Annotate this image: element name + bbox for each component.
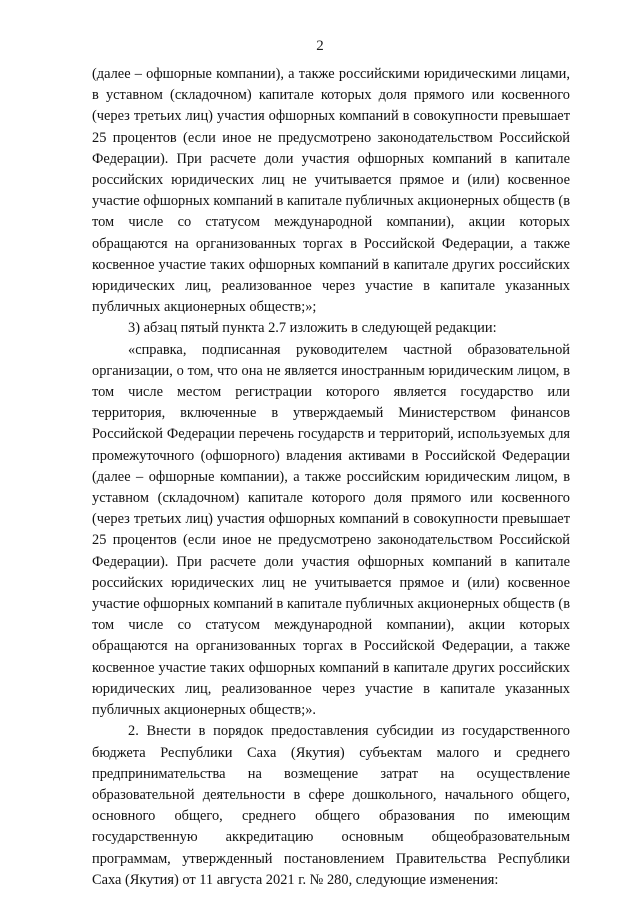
paragraph-item-3: 3) абзац пятый пункта 2.7 изложить в следующей редакции: <box>128 320 497 337</box>
paragraph-certificate: «справка, подписанная руководителем частной образовательной организации, о том, что она не является иностранным юридическим лицом, в том числе местом регистрации которого является государство или территория, включенные в утверждаемый Министерством финансов Российской Федерации перечень государств и территорий, используемых для промежуточного (офшорного) владения активами в Российской Федерации (далее – офшорные компании), а также российским юридическим лицом, в уставном (складочном) капитале которого доля прямого или косвенного (через третьих лиц) участия офшорных компаний в совокупности превышает 25 процентов (если иное не предусмотрено законодательством Российской Федерации). При расчете доли участия офшорных компаний в капитале российских юридических лиц не учитывается прямое и (или) косвенное участие офшорных компаний в капитале публичных акционерных обществ (в том числе со статусом международной компании), акции которых обращаются на организованных торгах в Российской Федерации, а также косвенное участие таких офшорных компаний в капитале других российских юридических лиц, реализованное через участие в капитале указанных публичных акционерных обществ;». <box>92 341 570 719</box>
paragraph-item-2-amendments: 2. Внести в порядок предоставления субсидии из государственного бюджета Республики Саха (Якутия) субъектам малого и среднего предпринимательства на возмещение затрат на осуществление образовательной деятельности в сфере дошкольного, начального общего, основного общего, среднего общего образования по имеющим государственную аккредитацию основным общеобразовательным программам, утвержденный постановлением Правительства Республики Саха (Якутия) от 11 августа 2021 г. № 280, следующие изменения: <box>92 723 570 888</box>
page-number: 2 <box>316 38 324 54</box>
document-body <box>92 64 570 891</box>
paragraph-offshore-continuation: (далее – офшорные компании), а также российскими юридическими лицами, в уставном (складочном) капитале которых доля прямого или косвенного (через третьих лиц) участия офшорных компаний в совокупности превышает 25 процентов (если иное не предусмотрено законодательством Российской Федерации). При расчете доли участия офшорных компаний в капитале российских юридических лиц не учитывается прямое и (или) косвенное участие офшорных компаний в капитале публичных акционерных обществ (в том числе со статусом международной компании), акции которых обращаются на организованных торгах в Российской Федерации, а также косвенное участие таких офшорных компаний в капитале других российских юридических лиц, реализованное через участие в капитале указанных публичных акционерных обществ;»; <box>92 66 570 316</box>
